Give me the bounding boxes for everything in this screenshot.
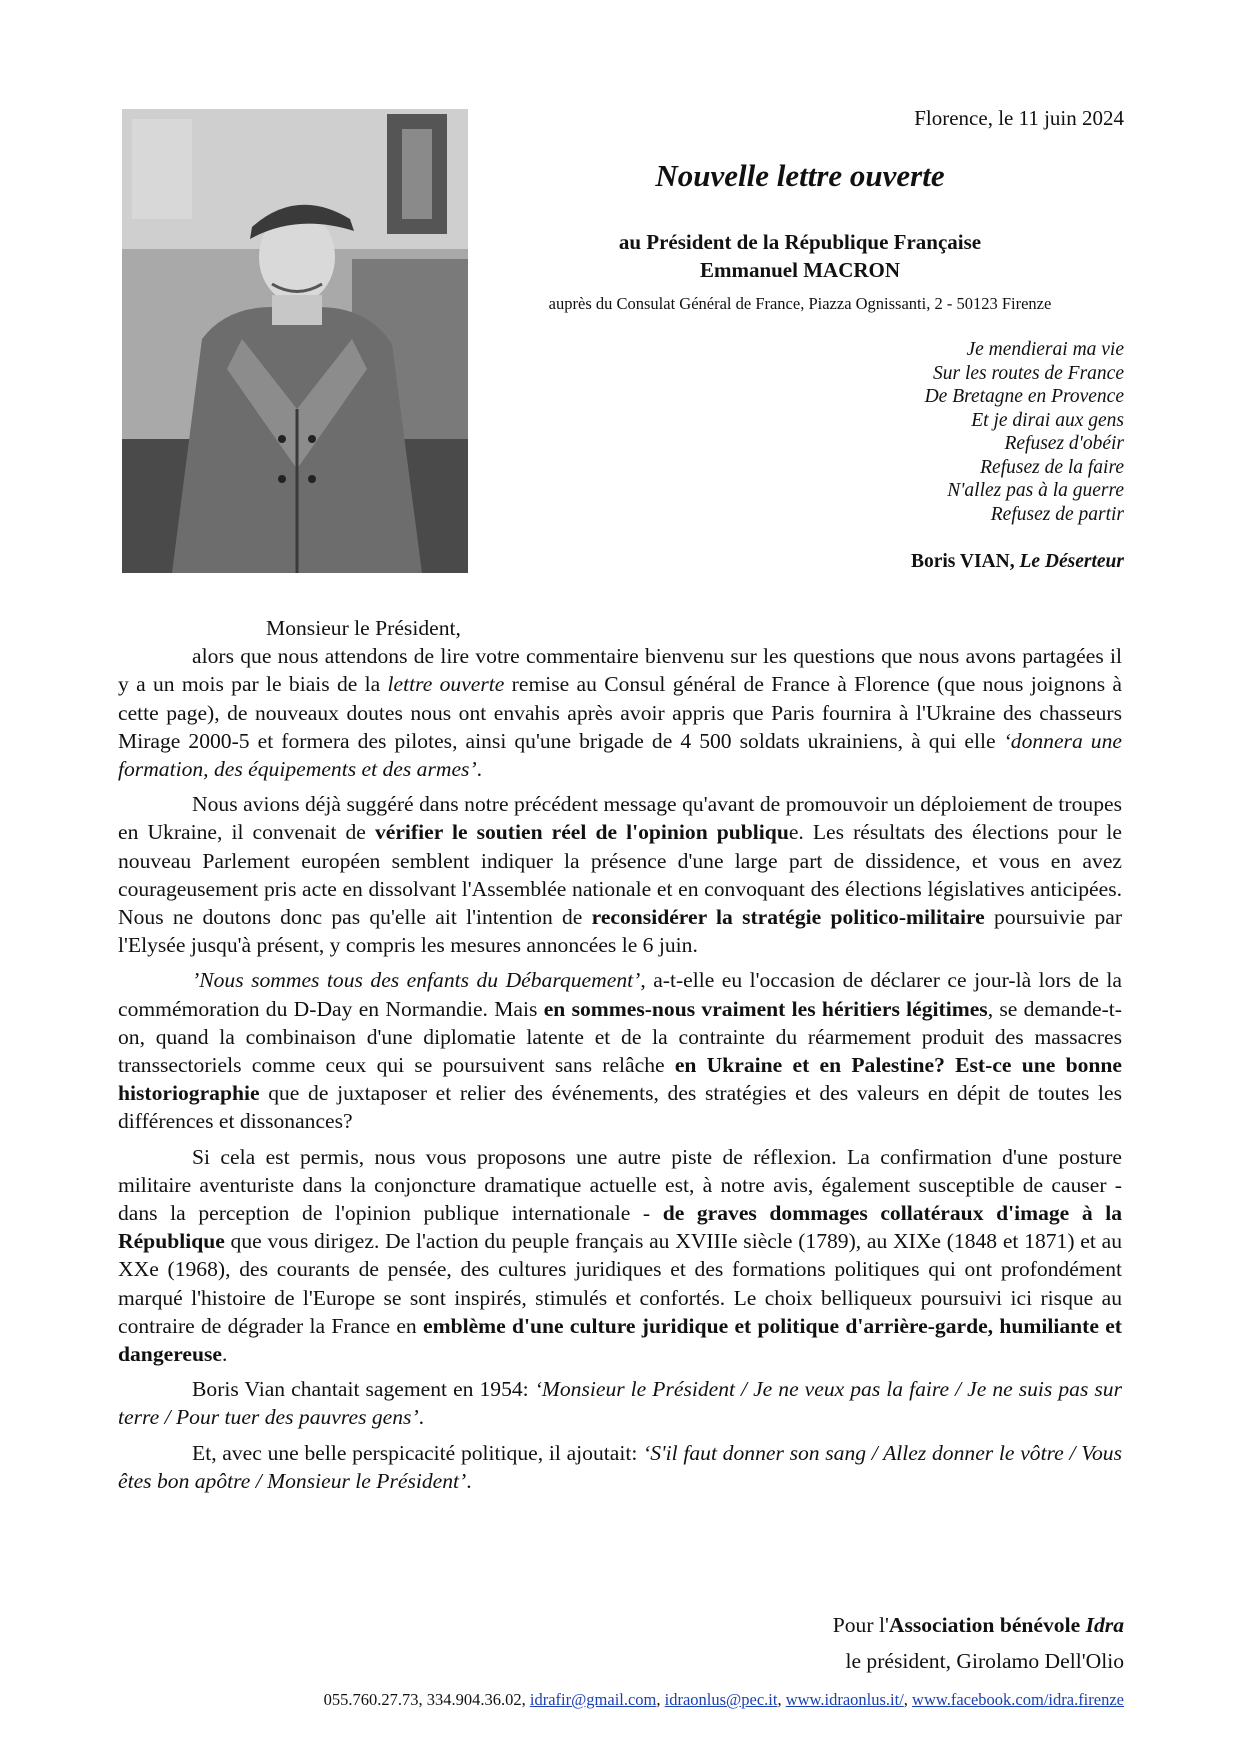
association-name: Idra bbox=[1085, 1613, 1124, 1637]
text-run: ‘Monsieur le Président / Je ne veux pas la faire / Je ne suis pas sur terre / Pour tuer des pauvres gens’ bbox=[118, 1377, 1122, 1430]
salutation bbox=[118, 614, 1122, 642]
text-run: vérifier le soutien réel de l'opinion publiqu bbox=[374, 820, 789, 845]
text-run: que de juxtaposer et relier des événements, des stratégies et des valeurs en dépit de toutes les différences et dissonances? bbox=[118, 1081, 1122, 1134]
letter-title: Nouvelle lettre ouverte bbox=[655, 158, 945, 193]
poem-line: Refusez de la faire bbox=[980, 456, 1124, 478]
paragraph-2 bbox=[118, 790, 1122, 959]
poem-author: Boris VIAN, bbox=[910, 551, 1020, 572]
text-run: alors que nous attendons de lire votre commentaire bienvenu sur les questions que nous avons partagées il y a un mois par le biais de la bbox=[118, 644, 1122, 697]
separator: , bbox=[903, 1690, 913, 1709]
poem-line: De Bretagne en Provence bbox=[924, 386, 1124, 407]
text-run: Nous avions déjà suggéré dans notre précédent message qu'avant de promouvoir un déploiement de troupes en Ukraine, il convenait de bbox=[118, 792, 1122, 845]
text-run: e. Les résultats des élections pour le nouveau Parlement européen semblent indiquer la présence d'une large part de dissidence, et vous en avez courageusement pris acte en dissolvant l'Assemblée nationale et en convoquant des élections législatives anticipées. Nous ne doutons donc pas qu'elle ait l'intention de bbox=[118, 820, 1122, 930]
text-run: Et, avec une belle perspicacité politique, il ajoutait: bbox=[192, 1440, 644, 1465]
association-label: Association bénévole bbox=[888, 1613, 1086, 1637]
poem-line: Et je dirai aux gens bbox=[971, 409, 1124, 431]
paragraph-4 bbox=[118, 1143, 1122, 1369]
text-run: lettre ouverte bbox=[387, 672, 505, 697]
text-run: . bbox=[466, 1468, 472, 1493]
poem-line: Je mendierai ma vie bbox=[966, 339, 1124, 360]
text-run: reconsidérer la stratégie politico-militaire bbox=[591, 905, 985, 930]
letter-body bbox=[118, 614, 1122, 1502]
poem-line: Sur les routes de France bbox=[933, 362, 1124, 384]
paragraph-3 bbox=[118, 966, 1122, 1135]
signature-association bbox=[833, 1613, 1124, 1638]
text-run: remise au Consul général de France à Florence (que nous joignons à cette page), de nouveaux doutes nous ont envahis après avoir appris que Paris fournira à l'Ukraine des chasseurs Mirage 2000-5 et formera des pilotes, ainsi qu'une brigade de 4 500 soldats ukrainiens, à qui elle bbox=[118, 672, 1122, 753]
text-run: ‘donnera une formation, des équipements et des armes’ bbox=[118, 728, 1122, 782]
paragraph-5 bbox=[118, 1375, 1122, 1431]
poem-line: Refusez de partir bbox=[990, 503, 1124, 525]
recipient-name: Emmanuel MACRON bbox=[699, 258, 901, 282]
separator: , bbox=[656, 1690, 665, 1709]
paragraph-6 bbox=[118, 1439, 1122, 1495]
text-run: . bbox=[476, 757, 483, 782]
signature-president: le président, Girolamo Dell'Olio bbox=[845, 1649, 1124, 1673]
text-run: , a-t-elle eu l'occasion de déclarer ce jour-là lors de la commémoration du D-Day en Normandie. Mais bbox=[118, 968, 1122, 1021]
phone-numbers: 055.760.27.73, 334.904.36.02, bbox=[323, 1690, 530, 1709]
poem-line: N'allez pas à la guerre bbox=[947, 480, 1124, 501]
paragraph-1 bbox=[118, 642, 1122, 783]
text-run: ‘S'il faut donner son sang / Allez donner le vôtre / Vous êtes bon apôtre / Monsieur le Président’ bbox=[118, 1440, 1122, 1493]
text-run: Boris Vian chantait sagement en 1954: bbox=[192, 1377, 535, 1402]
text-run: . bbox=[221, 1342, 228, 1367]
signature-prefix: Pour l' bbox=[832, 1613, 889, 1637]
poem-line: Refusez d'obéir bbox=[1004, 433, 1124, 454]
recipient-title: au Président de la République Française bbox=[618, 230, 982, 254]
epigraph-poem bbox=[925, 338, 1124, 526]
letter-date: Florence, le 11 juin 2024 bbox=[914, 106, 1124, 130]
text-run: en sommes-nous vraiment les héritiers légitimes bbox=[543, 996, 988, 1021]
separator: , bbox=[777, 1690, 786, 1709]
pec-email-link[interactable]: idraonlus@pec.it bbox=[664, 1690, 778, 1709]
text-run: de graves dommages collatéraux d'image à la République bbox=[118, 1201, 1123, 1254]
text-run: , se demande-t-on, quand la combinaison d'une diplomatie latente et de la contrainte du réarmement produit des massacres transsectoriels comme ceux qui se poursuivent sans relâche bbox=[118, 996, 1122, 1078]
text-run: que vous dirigez. De l'action du peuple français au XVIIIe siècle (1789), au XIXe (1848 et 1871) et au XXe (1968), des courants de pensée, des cultures juridiques et des formations politiques qui ont profondément marqué l'histoire de l'Europe se sont inspirés, stimulés et confortés. Le choix belliqueux poursuivi ici risque au contraire de dégrader la France en bbox=[118, 1229, 1122, 1338]
recipient-address: auprès du Consulat Général de France, Piazza Ognissanti, 2 - 50123 Firenze bbox=[548, 294, 1052, 313]
facebook-link[interactable]: www.facebook.com/idra.firenze bbox=[912, 1690, 1124, 1709]
text-run: poursuivie par l'Elysée jusqu'à présent, y compris les mesures annoncées le 6 juin. bbox=[118, 905, 1123, 958]
text-run: emblème d'une culture juridique et politique d'arrière-garde, humiliante et dangereuse bbox=[118, 1313, 1122, 1367]
recipient-block bbox=[530, 228, 1070, 284]
website-link[interactable]: www.idraonlus.it/ bbox=[785, 1690, 904, 1709]
poem-work: Le Déserteur bbox=[1019, 551, 1124, 572]
text-run: ’Nous sommes tous des enfants du Débarquement’ bbox=[192, 968, 641, 993]
email-link[interactable]: idrafir@gmail.com bbox=[529, 1690, 657, 1709]
portrait-photo bbox=[122, 109, 468, 573]
text-run: Si cela est permis, nous vous proposons une autre piste de réflexion. La confirmation d'une posture militaire aventuriste dans la conjoncture dramatique actuelle est, à notre avis, également susceptible de causer - dans la perception de l'opinion publique internationale - bbox=[118, 1144, 1122, 1226]
poem-attribution bbox=[911, 551, 1124, 573]
salutation-text: Monsieur le Président, bbox=[266, 616, 461, 640]
contact-footer bbox=[324, 1690, 1124, 1710]
text-run: . bbox=[418, 1405, 425, 1430]
text-run: en Ukraine et en Palestine? Est-ce une bonne historiographie bbox=[118, 1053, 1122, 1106]
